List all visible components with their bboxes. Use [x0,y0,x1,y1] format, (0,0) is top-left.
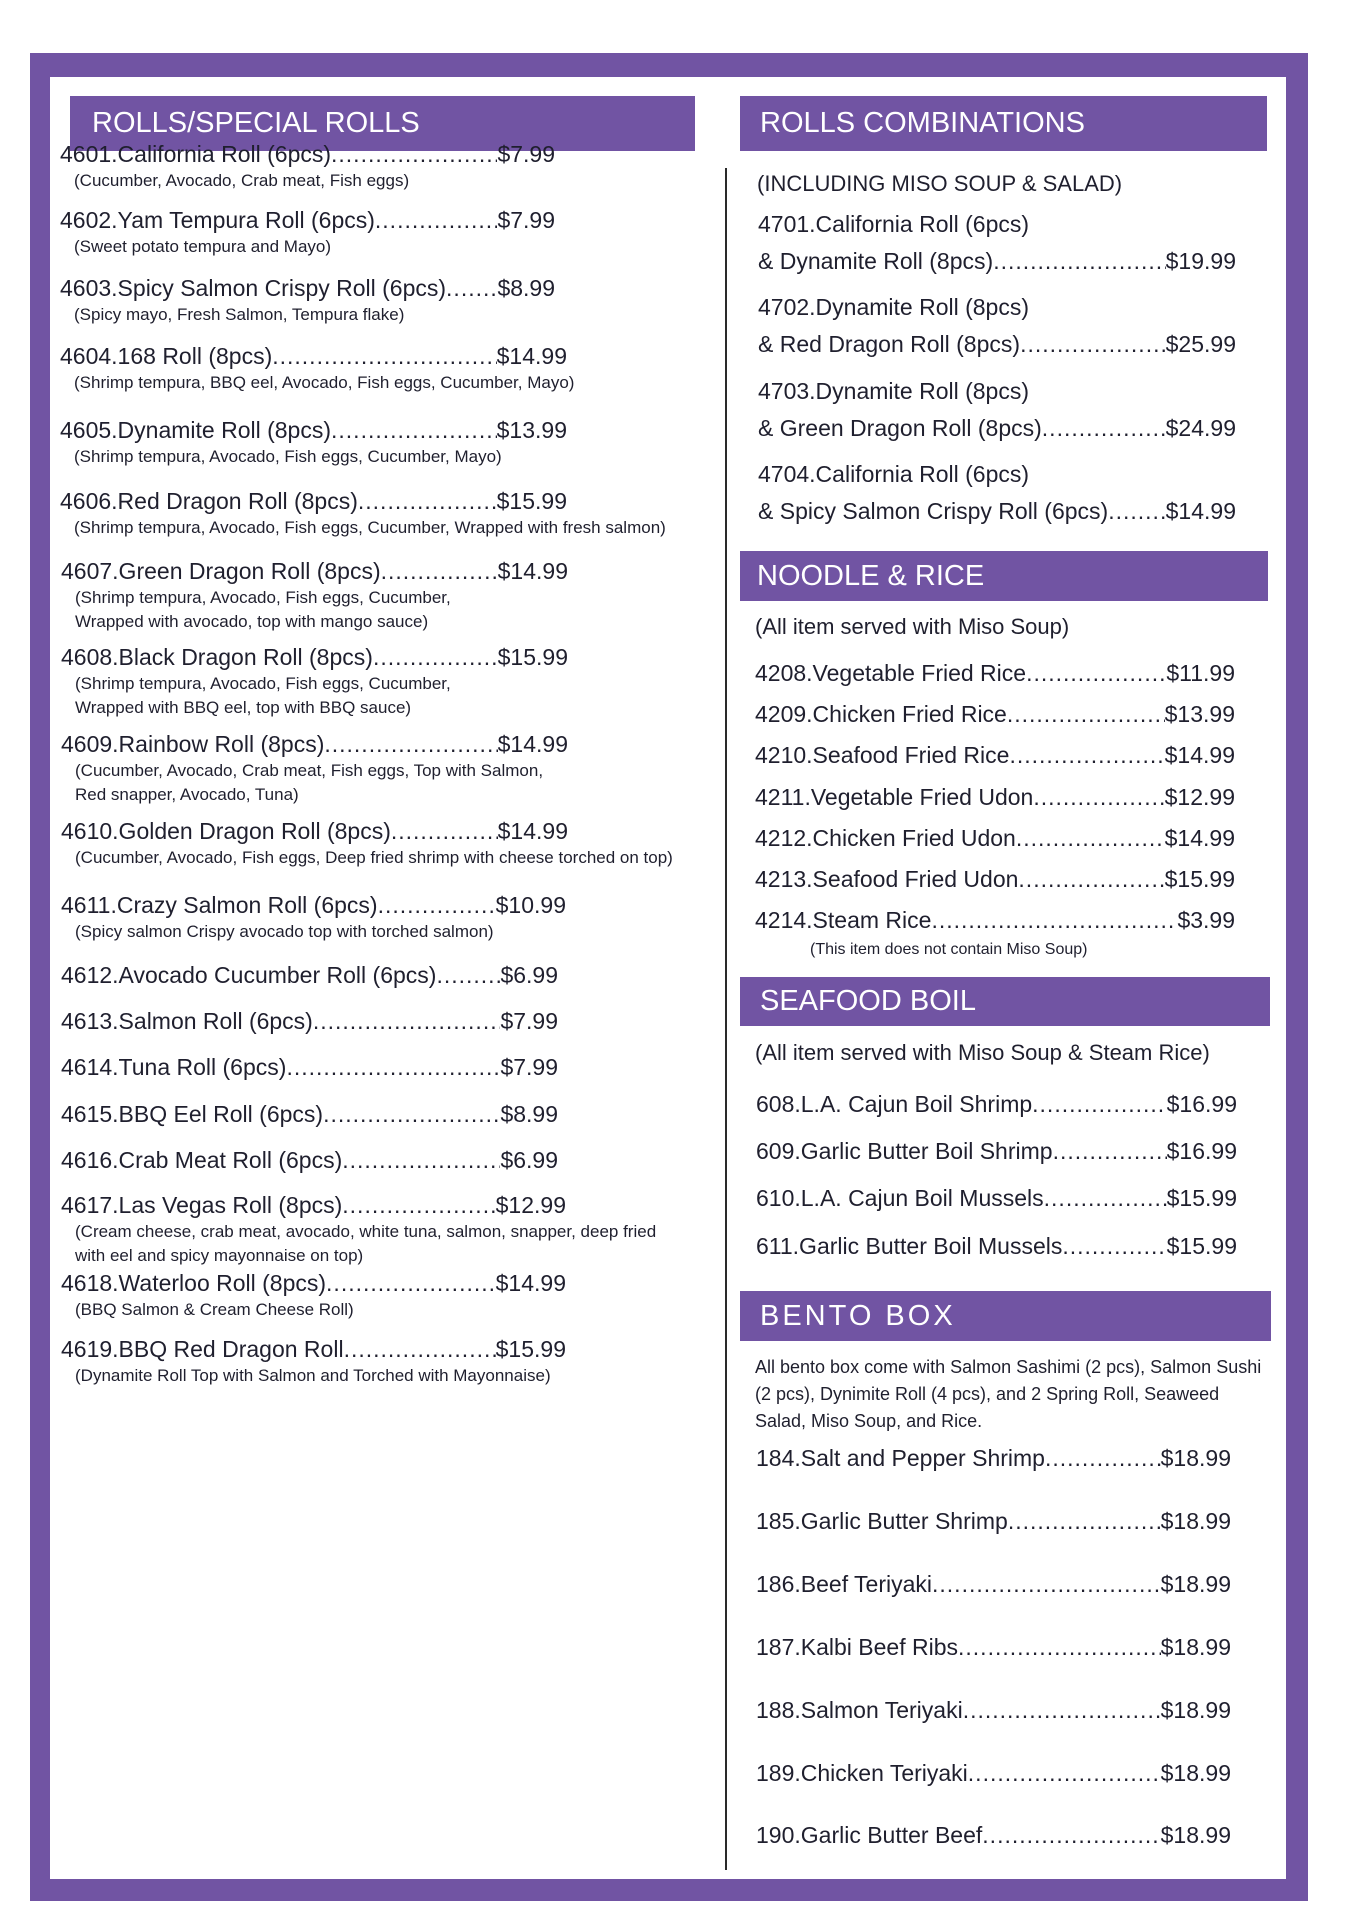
item-description: Wrapped with avocado, top with mango sauce) [75,612,429,631]
item-description: (Shrimp tempura, Avocado, Fish eggs, Cucumber, [75,588,451,607]
item-name: 4213.Seafood Fried Udon [755,866,1019,892]
item-price: $18.99 [1160,1822,1231,1848]
item-price: $14.99 [497,818,568,844]
item-price: $25.99 [1165,331,1236,357]
item-name: 186.Beef Teriyaki [756,1571,933,1597]
menu-item-line [756,1508,1231,1535]
dot-leader [1053,1138,1167,1165]
item-price: $15.99 [495,1336,566,1362]
item-price: $15.99 [1164,866,1235,892]
item-description: (Cucumber, Avocado, Fish eggs, Deep fried shrimp with cheese torched on top) [75,848,673,867]
bento-item [756,1634,1231,1661]
dot-leader [1007,701,1165,728]
item-description: Wrapped with BBQ eel, top with BBQ sauce) [75,698,412,717]
item-name: 4604.168 Roll (8pcs) [60,343,273,369]
combo-first-roll: 4703.Dynamite Roll (8pcs) [758,378,1030,404]
menu-item-line [60,343,567,370]
item-price: $11.99 [1166,660,1235,686]
combo-item [758,378,1236,442]
roll-item [61,892,566,943]
menu-item-line [755,660,1235,687]
item-price: $18.99 [1160,1445,1231,1471]
roll-item [61,1336,566,1387]
item-name: 188.Salmon Teriyaki [756,1697,963,1723]
item-name: 4617.Las Vegas Roll (8pcs) [61,1192,343,1218]
item-description: (Shrimp tempura, Avocado, Fish eggs, Cucumber, [75,674,451,693]
item-name: 4603.Spicy Salmon Crispy Roll (6pcs) [60,275,447,301]
bento-item [756,1508,1231,1535]
item-name: 611.Garlic Butter Boil Mussels [756,1233,1063,1259]
noodle-item [755,701,1235,728]
menu-item-line [755,825,1235,852]
item-price: $14.99 [497,558,568,584]
item-description: (Spicy mayo, Fresh Salmon, Tempura flake) [74,305,405,324]
column-divider [725,168,727,1870]
dot-leader [1026,660,1166,687]
dot-leader [968,1760,1161,1787]
menu-item-line [61,1101,558,1128]
item-description: (Cucumber, Avocado, Crab meat, Fish eggs) [74,171,410,190]
menu-item-line [755,701,1235,728]
roll-item [61,1054,558,1081]
menu-item-line [60,207,555,234]
item-name: 4611.Crazy Salmon Roll (6pcs) [61,892,378,918]
seafood-item [756,1185,1237,1212]
dot-leader [326,1270,496,1297]
dot-leader [1033,784,1164,811]
dot-leader [1062,1233,1166,1260]
menu-item-line [758,415,1236,442]
menu-item-line [755,866,1235,893]
item-name: 4209.Chicken Fried Rice [755,701,1007,727]
item-description: (Spicy salmon Crispy avocado top with torched salmon) [75,922,494,941]
item-price: $14.99 [1164,825,1235,851]
roll-item [61,731,568,806]
dot-leader [342,1147,500,1174]
dot-leader [391,818,498,845]
combo-first-roll: 4701.California Roll (6pcs) [758,211,1030,237]
menu-item-line [61,1008,558,1035]
dot-leader [1044,1185,1167,1212]
menu-item-line [61,644,568,671]
roll-item [61,644,568,719]
bento-header: BENTO BOX [740,1291,1271,1341]
item-price: $13.99 [1164,701,1235,727]
combo-item [758,211,1236,275]
rolls-header: ROLLS/SPECIAL ROLLS [70,96,695,151]
roll-item [60,417,567,468]
dot-leader [1016,825,1165,852]
dot-leader [331,417,497,444]
roll-item [60,275,555,326]
item-name: 4608.Black Dragon Roll (8pcs) [61,644,373,670]
item-price: $6.99 [500,1147,558,1173]
item-description: (Shrimp tempura, Avocado, Fish eggs, Cucumber, Mayo) [74,447,502,466]
noodle-header: NOODLE & RICE [740,551,1268,601]
menu-item-line [756,1697,1231,1724]
item-name: 4210.Seafood Fried Rice [755,742,1010,768]
dot-leader [331,141,497,168]
item-description: with eel and spicy mayonnaise on top) [75,1246,364,1265]
item-price: $14.99 [1164,742,1235,768]
item-description: (Cream cheese, crab meat, avocado, white tuna, salmon, snapper, deep fried [75,1222,657,1241]
noodle-item [755,660,1235,687]
menu-item-line [755,907,1235,934]
combo-item [758,461,1236,525]
menu-item-line [756,1138,1237,1165]
item-price: $16.99 [1166,1138,1237,1164]
menu-item-line [756,1185,1237,1212]
roll-item [61,818,673,869]
noodle-note: (All item served with Miso Soup) [755,614,1070,639]
menu-item-line [61,1336,566,1363]
roll-item [61,558,568,633]
menu-item-line [756,1445,1231,1472]
roll-item [61,1270,566,1321]
dot-leader [993,248,1165,275]
item-name: 4211.Vegetable Fried Udon [755,784,1034,810]
item-description: (Shrimp tempura, Avocado, Fish eggs, Cucumber, Wrapped with fresh salmon) [74,518,666,537]
item-name: 610.L.A. Cajun Boil Mussels [756,1185,1044,1211]
item-name: 608.L.A. Cajun Boil Shrimp [756,1091,1033,1117]
menu-item-line [60,275,555,302]
item-price: $18.99 [1160,1634,1231,1660]
item-price: $14.99 [496,343,567,369]
dot-leader [344,1336,496,1363]
item-name: 4601.California Roll (6pcs) [60,141,332,167]
dot-leader [286,1054,500,1081]
combo-first-roll: 4704.California Roll (6pcs) [758,461,1030,487]
item-name: 185.Garlic Butter Shrimp [756,1508,1008,1534]
item-name: & Green Dragon Roll (8pcs) [758,415,1042,441]
menu-item-line [755,784,1235,811]
item-name: 189.Chicken Teriyaki [756,1760,968,1786]
item-name: 4609.Rainbow Roll (8pcs) [61,731,325,757]
dot-leader [323,1101,500,1128]
noodle-item [755,825,1235,852]
dot-leader [1045,1445,1161,1472]
dot-leader [931,907,1177,934]
roll-item [61,1008,558,1035]
menu-item-line [61,892,566,919]
item-price: $14.99 [495,1270,566,1296]
item-name: & Spicy Salmon Crispy Roll (6pcs) [758,498,1109,524]
noodle-item [755,907,1235,934]
dot-leader [1018,866,1164,893]
item-price: $13.99 [496,417,567,443]
item-price: $3.99 [1177,907,1235,933]
roll-item [60,488,666,539]
roll-item [61,1147,558,1174]
bento-item [756,1760,1231,1787]
item-price: $15.99 [496,488,567,514]
item-price: $15.99 [1166,1185,1237,1211]
dot-leader [272,343,496,370]
item-price: $12.99 [495,1192,566,1218]
menu-item-line [756,1571,1231,1598]
roll-item [61,1192,657,1267]
dot-leader [436,962,500,989]
item-name: 4614.Tuna Roll (6pcs) [61,1054,287,1080]
item-price: $15.99 [497,644,568,670]
dot-leader [446,275,497,302]
item-name: & Dynamite Roll (8pcs) [758,248,994,274]
dot-leader [342,1192,495,1219]
noodle-item [755,866,1235,893]
item-name: 4605.Dynamite Roll (8pcs) [60,417,332,443]
item-name: 4618.Waterloo Roll (8pcs) [61,1270,327,1296]
item-name: 4208.Vegetable Fried Rice [755,660,1027,686]
menu-item-line [755,742,1235,769]
item-name: 190.Garlic Butter Beef [756,1822,983,1848]
roll-item [61,1101,558,1128]
seafood-item [756,1091,1237,1118]
menu-item-line [61,731,568,758]
item-description: (Dynamite Roll Top with Salmon and Torched with Mayonnaise) [75,1366,551,1385]
dot-leader [963,1697,1161,1724]
menu-item-line [61,962,558,989]
combos-note: (INCLUDING MISO SOUP & SALAD) [757,171,1123,196]
noodle-item [755,742,1235,769]
menu-item-line [60,141,555,168]
item-price: $18.99 [1160,1508,1231,1534]
bento-item [756,1445,1231,1472]
menu-item-line [60,488,567,515]
item-price: $7.99 [500,1008,558,1034]
menu-item-line [758,498,1236,525]
item-description: Red snapper, Avocado, Tuna) [75,785,299,804]
seafood-item [756,1233,1237,1260]
bento-description: All bento box come with Salmon Sashimi (2 pcs), Salmon Sushi (2 pcs), Dynimite Roll (4 pcs), and 2 Spring Roll, Seaweed Salad, Miso Soup, and Rice. [755,1357,1262,1431]
item-name: 184.Salt and Pepper Shrimp [756,1445,1045,1471]
combo-item [758,294,1236,358]
roll-item [60,343,575,394]
noodle-item [755,784,1235,811]
item-price: $24.99 [1165,415,1236,441]
menu-item-line [756,1760,1231,1787]
menu-item-line [61,558,568,585]
item-name: 4214.Steam Rice [755,907,932,933]
menu-item-line [756,1822,1231,1849]
item-description: (Shrimp tempura, BBQ eel, Avocado, Fish eggs, Cucumber, Mayo) [74,373,575,392]
roll-item [60,141,555,192]
dot-leader [373,644,498,671]
roll-item [61,962,558,989]
item-name: 4613.Salmon Roll (6pcs) [61,1008,313,1034]
item-price: $8.99 [500,1101,558,1127]
dot-leader [1008,1508,1161,1535]
item-description: (Cucumber, Avocado, Crab meat, Fish eggs, Top with Salmon, [75,761,544,780]
dot-leader [1020,331,1166,358]
dot-leader [1042,415,1166,442]
item-name: 609.Garlic Butter Boil Shrimp [756,1138,1053,1164]
item-price: $18.99 [1160,1697,1231,1723]
item-name: 4615.BBQ Eel Roll (6pcs) [61,1101,324,1127]
menu-item-line [60,417,567,444]
roll-item [60,207,555,258]
menu-item-line [61,818,568,845]
menu-item-line [756,1233,1237,1260]
menu-item-line [758,331,1236,358]
seafood-item [756,1138,1237,1165]
item-price: $7.99 [497,207,555,233]
steam-rice-note: (This item does not contain Miso Soup) [810,941,1088,958]
dot-leader [958,1634,1161,1661]
dot-leader [1108,498,1165,525]
dot-leader [378,892,496,919]
seafood-header: SEAFOOD BOIL [740,977,1270,1026]
bento-item [756,1571,1231,1598]
dot-leader [1009,742,1164,769]
item-price: $7.99 [500,1054,558,1080]
menu-item-line [61,1192,566,1219]
item-name: 4616.Crab Meat Roll (6pcs) [61,1147,343,1173]
menu-item-line [61,1147,558,1174]
dot-leader [358,488,497,515]
combo-first-roll: 4702.Dynamite Roll (8pcs) [758,294,1030,320]
item-price: $12.99 [1164,784,1235,810]
dot-leader [313,1008,501,1035]
menu-item-line [756,1091,1237,1118]
item-name: 4612.Avocado Cucumber Roll (6pcs) [61,962,437,988]
item-name: 4602.Yam Tempura Roll (6pcs) [60,207,375,233]
item-price: $6.99 [500,962,558,988]
item-price: $8.99 [497,275,555,301]
item-name: 4607.Green Dragon Roll (8pcs) [61,558,381,584]
item-name: 4606.Red Dragon Roll (8pcs) [60,488,358,514]
item-price: $19.99 [1165,248,1236,274]
item-price: $14.99 [1165,498,1236,524]
item-price: $10.99 [495,892,566,918]
item-name: 4610.Golden Dragon Roll (8pcs) [61,818,391,844]
item-price: $15.99 [1166,1233,1237,1259]
item-name: 187.Kalbi Beef Ribs [756,1634,959,1660]
bento-item [756,1822,1231,1849]
combos-header: ROLLS COMBINATIONS [740,96,1267,151]
dot-leader [982,1822,1160,1849]
item-description: (Sweet potato tempura and Mayo) [74,237,332,256]
dot-leader [324,731,497,758]
item-price: $18.99 [1160,1571,1231,1597]
menu-item-line [61,1054,558,1081]
item-price: $16.99 [1166,1091,1237,1117]
dot-leader [932,1571,1161,1598]
item-name: 4212.Chicken Fried Udon [755,825,1016,851]
item-price: $18.99 [1160,1760,1231,1786]
item-name: 4619.BBQ Red Dragon Roll [61,1336,344,1362]
bento-item [756,1697,1231,1724]
dot-leader [381,558,498,585]
menu-item-line [758,248,1236,275]
menu-item-line [756,1634,1231,1661]
seafood-note: (All item served with Miso Soup & Steam Rice) [755,1040,1210,1065]
item-price: $7.99 [497,141,555,167]
dot-leader [375,207,498,234]
dot-leader [1032,1091,1166,1118]
item-price: $14.99 [497,731,568,757]
item-description: (BBQ Salmon & Cream Cheese Roll) [75,1300,354,1319]
item-name: & Red Dragon Roll (8pcs) [758,331,1021,357]
menu-item-line [61,1270,566,1297]
